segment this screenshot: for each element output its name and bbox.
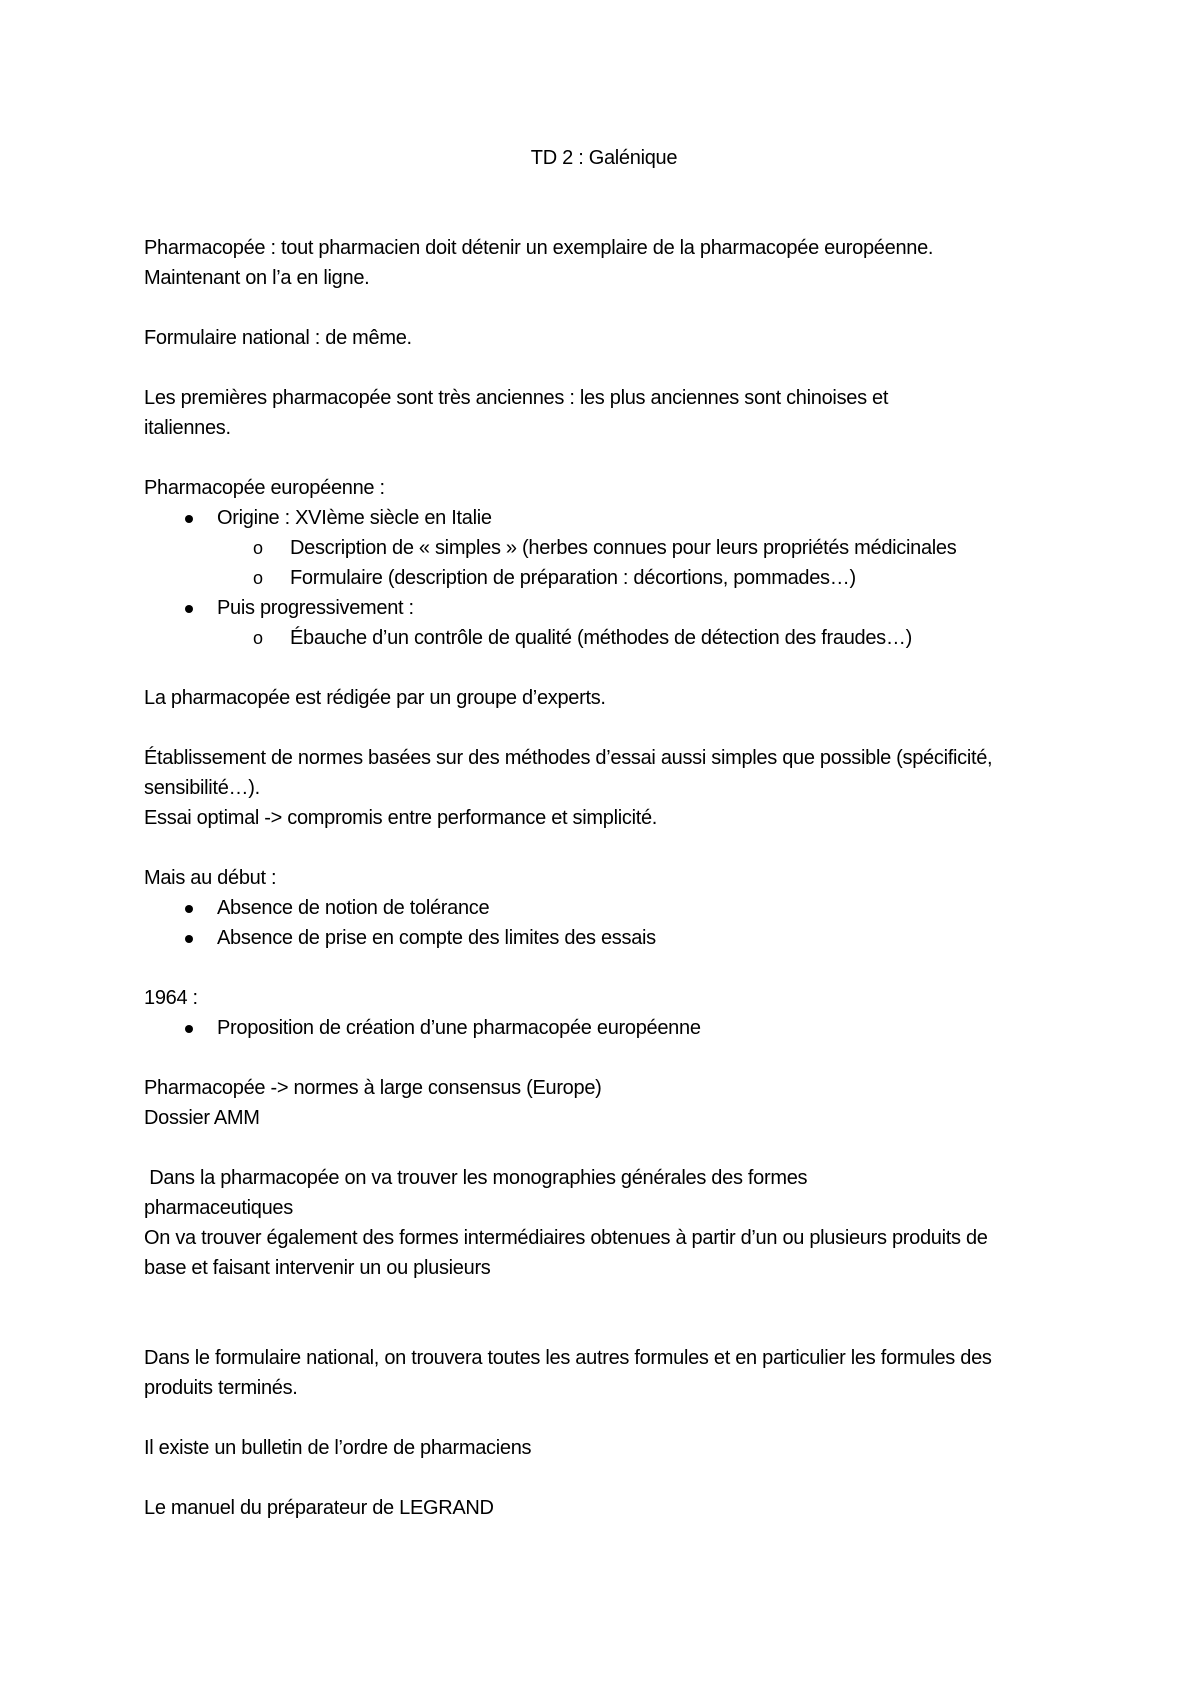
list-item: Absence de notion de tolérance: [144, 893, 1084, 923]
list-item-label: Puis progressivement :: [217, 597, 414, 619]
paragraph-line: On va trouver également des formes intermédiaires obtenues à partir d’un ou plusieurs produits de base et faisant intervenir un ou plusieurs: [144, 1227, 988, 1279]
document-page: [144, 143, 1084, 1523]
paragraph-line: Maintenant on l’a en ligne.: [144, 267, 370, 289]
bullet-list: [144, 503, 1084, 653]
section-heading: 1964 :: [144, 987, 198, 1009]
section-mais-au-debut: [144, 863, 1084, 953]
paragraph-normes: [144, 743, 1084, 833]
list-item-label: Origine : XVIème siècle en Italie: [217, 507, 492, 529]
paragraph-monographies: [144, 1163, 1004, 1283]
paragraph-formulaire-national: Dans le formulaire national, on trouvera toutes les autres formules et en particulier les formules des produits terminés.: [144, 1347, 992, 1399]
section-heading: Pharmacopée européenne :: [144, 477, 385, 499]
sub-list-item: o Description de « simples » (herbes connues pour leurs propriétés médicinales: [217, 533, 1084, 563]
paragraph-line: Dossier AMM: [144, 1107, 260, 1129]
paragraph-premieres-pharmacopees: Les premières pharmacopée sont très anciennes : les plus anciennes sont chinoises et italiennes.: [144, 387, 889, 439]
list-item: Proposition de création d’une pharmacopée européenne: [144, 1013, 1084, 1043]
paragraph-manuel: Le manuel du préparateur de LEGRAND: [144, 1497, 494, 1519]
list-item: [144, 503, 1084, 593]
paragraph-line: Essai optimal -> compromis entre performance et simplicité.: [144, 807, 658, 829]
section-1964: [144, 983, 1084, 1043]
paragraph-pharmacopee: [144, 233, 1084, 293]
sub-list-item: o Ébauche d’un contrôle de qualité (méthodes de détection des fraudes…): [217, 623, 1084, 653]
paragraph-line: Pharmacopée : tout pharmacien doit détenir un exemplaire de la pharmacopée européenne.: [144, 237, 934, 259]
paragraph-normes-consensus: [144, 1073, 1084, 1133]
paragraph-line: Établissement de normes basées sur des méthodes d’essai aussi simples que possible (spécificité, sensibilité…).: [144, 747, 993, 799]
bullet-list: [144, 893, 1084, 953]
section-pharmacopee-europeenne: [144, 473, 1084, 653]
sub-bullet-list: [217, 623, 1084, 653]
paragraph-groupe-experts: La pharmacopée est rédigée par un groupe d’experts.: [144, 687, 606, 709]
paragraph-line: Pharmacopée -> normes à large consensus (Europe): [144, 1077, 602, 1099]
sub-list-item: o Formulaire (description de préparation : décortions, pommades…): [217, 563, 1084, 593]
section-heading: Mais au début :: [144, 867, 277, 889]
list-item: Absence de prise en compte des limites des essais: [144, 923, 1084, 953]
sub-bullet-list: [217, 533, 1084, 593]
paragraph-formulaire: Formulaire national : de même.: [144, 327, 412, 349]
paragraph-bulletin: Il existe un bulletin de l’ordre de pharmaciens: [144, 1437, 532, 1459]
bullet-list: [144, 1013, 1084, 1043]
paragraph-line: Dans la pharmacopée on va trouver les monographies générales des formes pharmaceutiques: [144, 1167, 813, 1219]
document-title: TD 2 : Galénique: [530, 147, 678, 169]
list-item: [144, 593, 1084, 653]
